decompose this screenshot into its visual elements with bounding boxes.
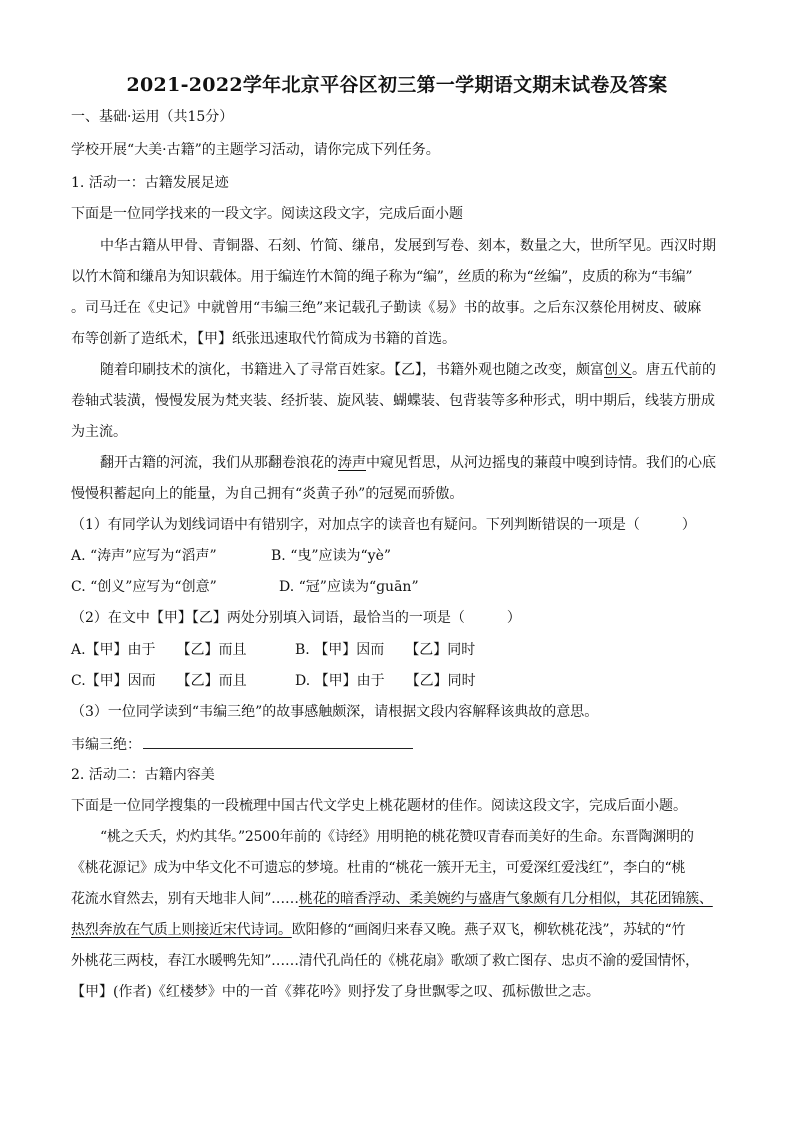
activity2-heading: 2. 活动二：古籍内容美 — [71, 767, 215, 783]
passage3-line — [100, 453, 732, 473]
underlined-sentence: 桃花的暗香浮动、柔美婉约与盛唐气象颇有几分相似，其花团锦簇、 — [298, 891, 713, 907]
passage1-line: 。司马迁在《史记》中就曾用“韦编三绝”来记载孔子勤读《易》书的故事。之后东汉蔡伦用树皮、破麻 — [71, 300, 702, 316]
underlined-word: 创义 — [604, 362, 632, 378]
answer-row — [71, 734, 731, 755]
underlined-word: 涛声 — [338, 455, 366, 471]
passage4-line — [71, 889, 731, 909]
passage-text: 花流水窅然去，别有天地非人间”…… — [71, 891, 299, 907]
option-d: D. 【甲】由于 【乙】同时 — [295, 673, 476, 689]
option-a: A. “涛声”应写为“滔声” — [71, 548, 217, 564]
intro-text: 学校开展“大美·古籍”的主题学习活动，请你完成下列任务。 — [71, 142, 440, 158]
activity2-lead: 下面是一位同学搜集的一段梳理中国古代文学史上桃花题材的佳作。阅读这段文字，完成后面小题。 — [71, 798, 687, 814]
passage1-line: 中华古籍从甲骨、青铜器、石刻、竹简、缣帛，发展到写卷、刻本，数量之大，世所罕见。西汉时期 — [100, 238, 716, 254]
question-2: （2）在文中【甲】【乙】两处分别填入词语，最恰当的一项是（ ） — [71, 610, 521, 626]
passage-text: 随着印刷技术的演化，书籍进入了寻常百姓家。【乙】，书籍外观也随之改变，颇富 — [100, 362, 604, 378]
question-3: （3）一位同学读到“韦编三绝”的故事感触颇深，请根据文段内容解释该典故的意思。 — [71, 704, 599, 720]
passage-text: 欧阳修的“画阁归来春又晚。燕子双飞，柳软桃花浅”，苏轼的“竹 — [291, 922, 686, 938]
option-b: B. 【甲】因而 【乙】同时 — [295, 642, 476, 658]
passage1-line: 布等创新了造纸术，【甲】纸张迅速取代竹简成为书籍的首选。 — [71, 331, 456, 347]
passage-text: 翻开古籍的河流，我们从那翻卷浪花的 — [100, 455, 338, 471]
option-c: C. “创义”应写为“创意” — [71, 579, 217, 595]
option-b: B. “曳”应读为“yè” — [271, 548, 392, 564]
passage-text: 。唐五代前的 — [632, 362, 716, 378]
passage4-line — [71, 920, 731, 940]
passage4-line: 《桃花源记》成为中华文化不可遗忘的梦境。杜甫的“桃花一簇开无主，可爱深红爱浅红”，李白的“桃 — [71, 860, 686, 876]
passage-text: 中窥见哲思，从河边摇曳的蒹葭中嗅到诗情。我们的心底 — [366, 455, 716, 471]
underlined-sentence: 热烈奔放在气质上则接近宋代诗词。 — [71, 922, 292, 938]
question-1: （1）有同学认为划线词语中有错别字，对加点字的读音也有疑问。下列判断错误的一项是（ ） — [71, 517, 696, 533]
passage1-line: 以竹木简和缣帛为知识载体。用于编连竹木简的绳子称为“编”，丝质的称为“丝编”，皮质的称为“韦编” — [71, 269, 693, 285]
passage2-line: 卷轴式装潢，慢慢发展为梵夹装、经折装、旋风装、蝴蝶装、包背装等多种形式，明中期后，线装方册成 — [71, 393, 715, 409]
option-d: D. “冠”应读为“ɡuān” — [279, 579, 419, 595]
answer-blank[interactable] — [143, 734, 413, 749]
activity1-heading: 1. 活动一：古籍发展足迹 — [71, 175, 229, 191]
answer-label: 韦编三绝： — [71, 737, 141, 753]
option-a: A.【甲】由于 【乙】而且 — [71, 642, 247, 658]
passage3-line: 慢慢积蓄起向上的能量，为自己拥有“炎黄子孙”的冠冕而骄傲。 — [71, 486, 464, 502]
passage2-line — [100, 360, 732, 380]
passage4-line: “桃之夭夭，灼灼其华。”2500年前的《诗经》用明艳的桃花赞叹青春而美好的生命。东晋陶渊明的 — [100, 829, 694, 845]
passage4-line: 外桃花三两枝，春江水暖鸭先知”……清代孔尚任的《桃花扇》歌颂了救亡图存、忠贞不渝的爱国情怀， — [71, 953, 699, 969]
activity1-lead: 下面是一位同学找来的一段文字。阅读这段文字，完成后面小题 — [71, 206, 463, 222]
passage4-line: 【甲】(作者)《红楼梦》中的一首《葬花吟》则抒发了身世飘零之叹、孤标傲世之志。 — [71, 984, 600, 1000]
option-c: C.【甲】因而 【乙】而且 — [71, 673, 247, 689]
passage2-line: 为主流。 — [71, 424, 127, 440]
page-title: 2021-2022学年北京平谷区初三第一学期语文期末试卷及答案 — [126, 74, 668, 96]
section-heading: 一、基础·运用（共15分） — [71, 109, 234, 125]
